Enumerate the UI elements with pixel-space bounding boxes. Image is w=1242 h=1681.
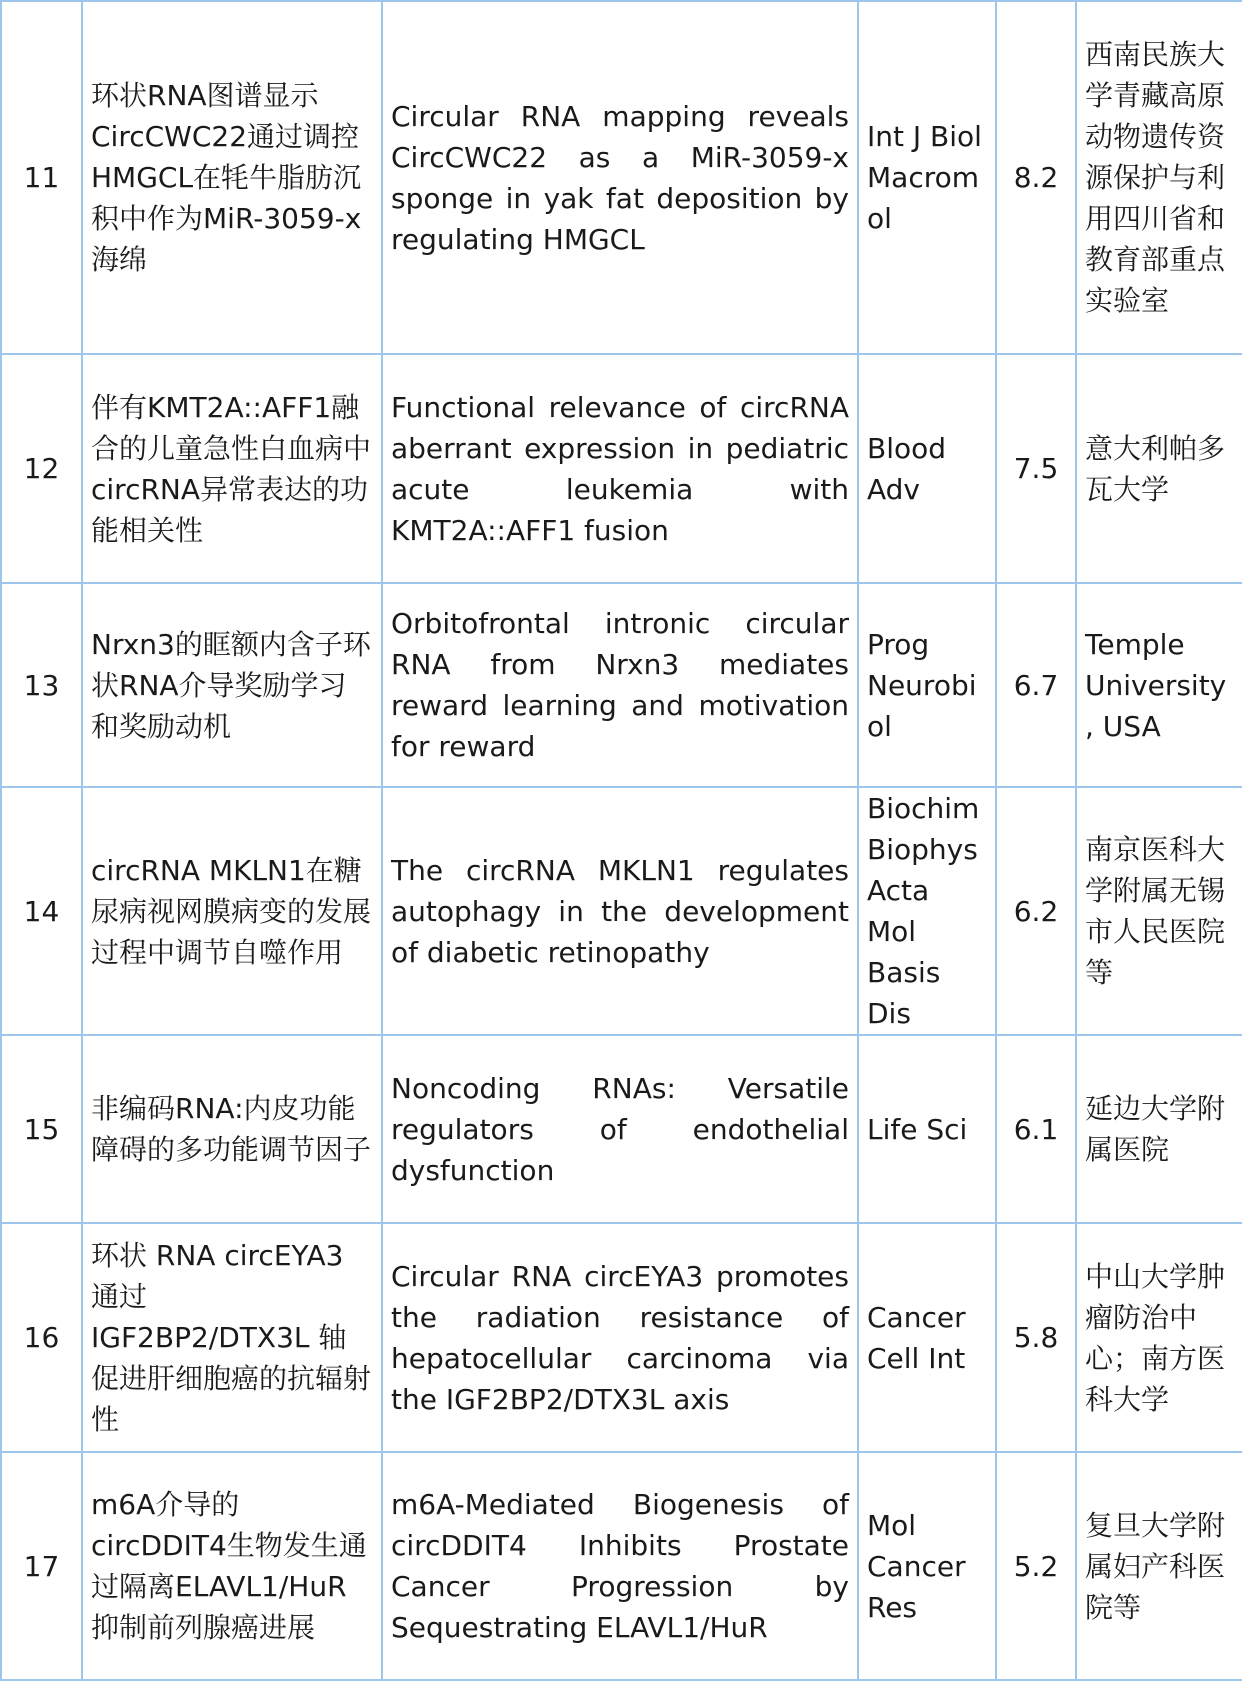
row-number: 15 [1,1035,82,1223]
journal-name: Cancer Cell Int [858,1223,996,1452]
table-row [1,583,1242,787]
chinese-title: 环状 RNA circEYA3 通过 IGF2BP2/DTX3L 轴促进肝细胞癌的抗辐射性 [82,1223,382,1452]
impact-factor: 7.5 [996,354,1076,583]
row-number: 13 [1,583,82,787]
english-title: The circRNA MKLN1 regulates autophagy in the development of diabetic retinopathy [382,787,858,1035]
row-number: 12 [1,354,82,583]
chinese-title: circRNA MKLN1在糖尿病视网膜病变的发展过程中调节自噬作用 [82,787,382,1035]
journal-name: Biochim Biophys Acta Mol Basis Dis [858,787,996,1035]
row-number: 14 [1,787,82,1035]
institution: 中山大学肿瘤防治中心；南方医科大学 [1076,1223,1242,1452]
english-title: Orbitofrontal intronic circular RNA from Nrxn3 mediates reward learning and motivation for reward [382,583,858,787]
english-title: Noncoding RNAs: Versatile regulators of endothelial dysfunction [382,1035,858,1223]
table-row [1,354,1242,583]
chinese-title: 非编码RNA:内皮功能障碍的多功能调节因子 [82,1035,382,1223]
institution: Temple University, USA [1076,583,1242,787]
journal-name: Int J Biol Macromol [858,1,996,354]
impact-factor: 6.7 [996,583,1076,787]
journal-name: Mol Cancer Res [858,1452,996,1680]
institution: 西南民族大学青藏高原动物遗传资源保护与利用四川省和教育部重点实验室 [1076,1,1242,354]
impact-factor: 5.8 [996,1223,1076,1452]
institution: 南京医科大学附属无锡市人民医院等 [1076,787,1242,1035]
chinese-title: 伴有KMT2A::AFF1融合的儿童急性白血病中circRNA异常表达的功能相关性 [82,354,382,583]
impact-factor: 8.2 [996,1,1076,354]
table-row [1,1035,1242,1223]
institution: 意大利帕多瓦大学 [1076,354,1242,583]
english-title: Circular RNA mapping reveals CircCWC22 as a MiR-3059-x sponge in yak fat deposition by regulating HMGCL [382,1,858,354]
table-row [1,1223,1242,1452]
chinese-title: Nrxn3的眶额内含子环状RNA介导奖励学习和奖励动机 [82,583,382,787]
institution: 复旦大学附属妇产科医院等 [1076,1452,1242,1680]
row-number: 17 [1,1452,82,1680]
english-title: m6A-Mediated Biogenesis of circDDIT4 Inhibits Prostate Cancer Progression by Sequestrating ELAVL1/HuR [382,1452,858,1680]
chinese-title: m6A介导的circDDIT4生物发生通过隔离ELAVL1/HuR抑制前列腺癌进展 [82,1452,382,1680]
table-row [1,1452,1242,1680]
english-title: Functional relevance of circRNA aberrant expression in pediatric acute leukemia with KMT2A::AFF1 fusion [382,354,858,583]
row-number: 16 [1,1223,82,1452]
table-row [1,787,1242,1035]
chinese-title: 环状RNA图谱显示CircCWC22通过调控HMGCL在牦牛脂肪沉积中作为MiR-3059-x海绵 [82,1,382,354]
impact-factor: 5.2 [996,1452,1076,1680]
journal-name: Prog Neurobiol [858,583,996,787]
institution: 延边大学附属医院 [1076,1035,1242,1223]
table-row [1,1,1242,354]
row-number: 11 [1,1,82,354]
english-title: Circular RNA circEYA3 promotes the radiation resistance of hepatocellular carcinoma via the IGF2BP2/DTX3L axis [382,1223,858,1452]
impact-factor: 6.1 [996,1035,1076,1223]
journal-name: Life Sci [858,1035,996,1223]
journal-name: Blood Adv [858,354,996,583]
impact-factor: 6.2 [996,787,1076,1035]
